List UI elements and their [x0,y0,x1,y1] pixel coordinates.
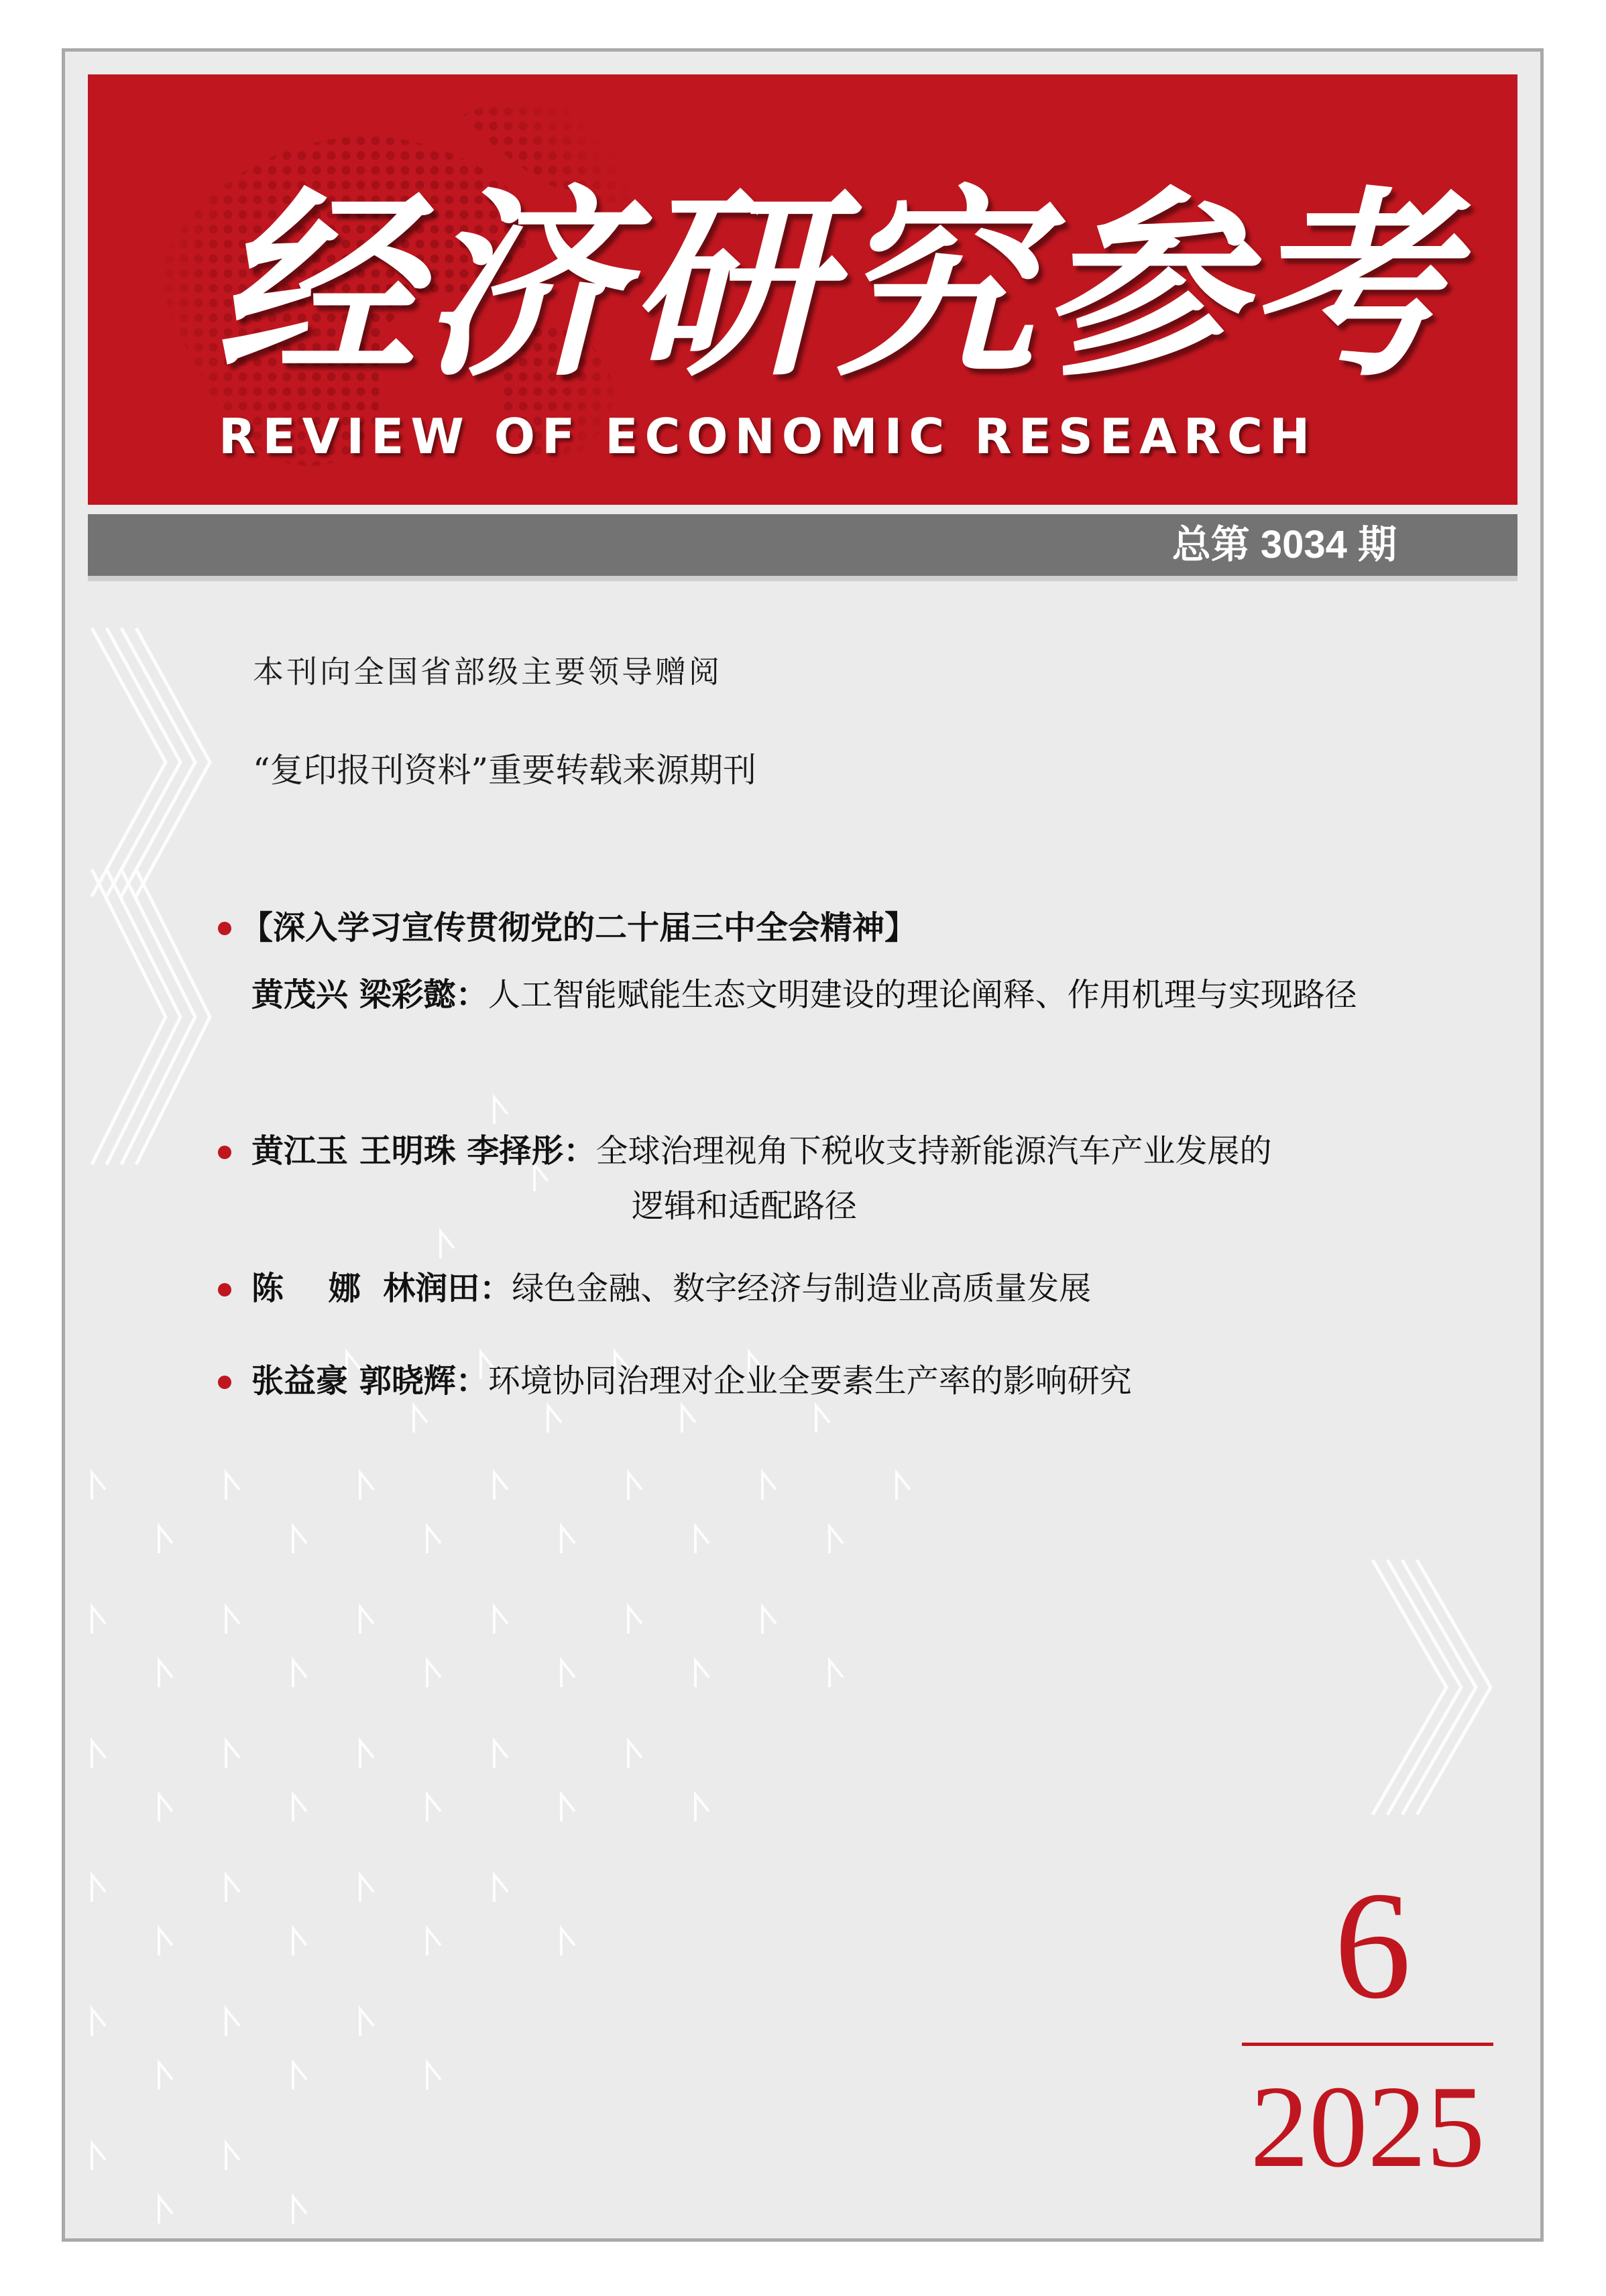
tagline-reprint-source: “复印报刊资料”重要转载来源期刊 [253,751,757,790]
toc-item-authors: 黄茂兴 梁彩懿： [251,976,488,1014]
bullet-icon [218,1146,231,1159]
journal-title-english: REVIEW OF ECONOMIC RESEARCH [219,408,1317,465]
tagline-distribution: 本刊向全国省部级主要领导赠阅 [253,654,722,690]
toc-item-title: 绿色金融、数字经济与制造业高质量发展 [512,1270,1092,1307]
toc-item-authors: 黄江玉 王明珠 李择彤： [251,1132,596,1170]
issue-number: 6 [1334,1860,1412,2031]
masthead-banner [88,74,1517,505]
toc-item-authors: 张益豪 郭晓辉： [251,1362,488,1400]
toc-item-title-continued: 逻辑和适配路径 [632,1187,858,1225]
toc-item-2 [251,1130,1271,1172]
journal-cover [62,48,1544,2242]
toc-item-1 [251,973,1357,1016]
issue-divider-line [1242,2043,1493,2046]
toc-item-title: 人工智能赋能生态文明建设的理论阐释、作用机理与实现路径 [487,976,1357,1014]
toc-section-heading: 【深入学习宣传贯彻党的二十届三中全会精神】 [241,909,917,947]
issue-year: 2025 [1250,2061,1485,2191]
toc-item-3 [251,1267,1091,1310]
bullet-icon [218,922,231,935]
toc-item-title: 全球治理视角下税收支持新能源汽车产业发展的 [595,1132,1272,1170]
total-issue-number: 总第 3034 期 [1171,523,1397,566]
toc-item-title: 环境协同治理对企业全要素生产率的影响研究 [487,1362,1132,1400]
toc-item-4 [251,1360,1132,1402]
bullet-icon [218,1376,231,1389]
issue-bar [88,514,1517,581]
bullet-icon [218,1283,231,1296]
toc-item-authors: 陈 娜 林润田： [251,1270,512,1307]
journal-title-chinese: 经济研究参考 [215,167,1454,404]
